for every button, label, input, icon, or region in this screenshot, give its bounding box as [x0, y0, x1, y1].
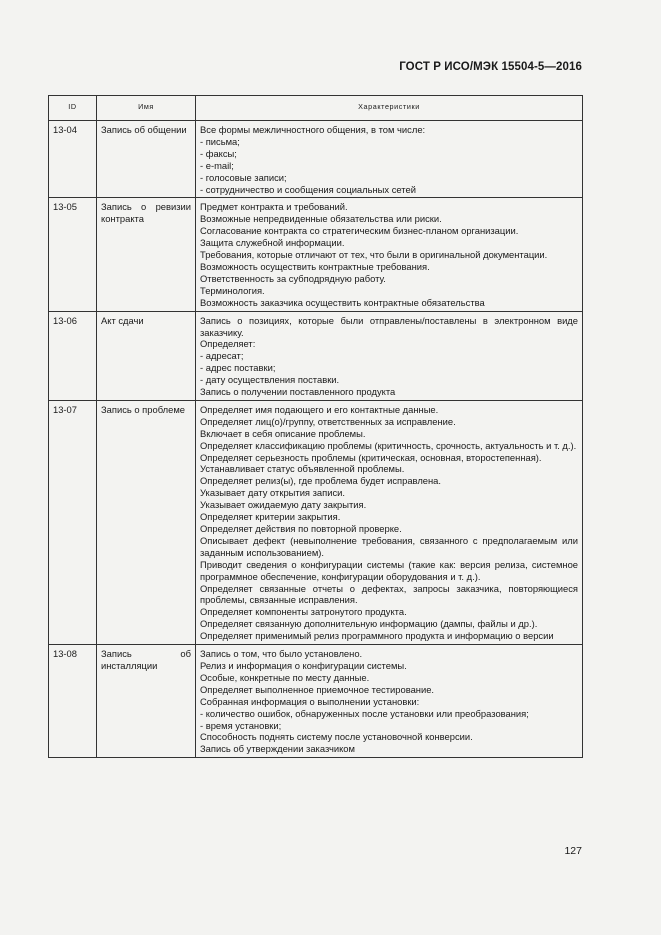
row-id: 13-05 — [49, 198, 97, 311]
description-line: - e-mail; — [200, 159, 234, 171]
description-line: Устанавливает статус объявленной проблемы. — [200, 463, 405, 475]
description-line: Возможность заказчика осуществить контрактные обязательства — [200, 296, 485, 308]
description-line: Особые, конкретные по месту данные. — [200, 671, 370, 683]
description-line: Ответственность за субподрядную работу. — [200, 272, 386, 284]
description-line: Определяет классификацию проблемы (критичность, срочность, актуальность и т. д.). — [200, 439, 577, 451]
row-id: 13-04 — [49, 121, 97, 198]
description-line: - факсы; — [200, 147, 237, 159]
description-line: Согласование контракта со стратегическим бизнес-планом организации. — [200, 225, 519, 237]
description-line: Определяет действия по повторной проверке. — [200, 523, 402, 534]
description-line: Определяет критерии закрытия. — [200, 511, 341, 523]
description-line: Определяет компоненты затронутого продукта. — [200, 606, 407, 618]
description-line: - голосовые записи; — [200, 171, 287, 183]
table-row — [49, 198, 583, 311]
description-line: Определяет связанную дополнительную информацию (дампы, файлы и др.). — [200, 618, 538, 630]
table-row — [49, 121, 583, 198]
description-line: Релиз и информация о конфигурации системы. — [200, 659, 407, 671]
description-line: Предмет контракта и требований. — [200, 201, 348, 213]
row-name: Запись об инсталляции — [97, 645, 196, 758]
description-line: Собранная информация о выполнении установки: — [200, 695, 420, 707]
description-line: - адрес поставки; — [200, 362, 276, 374]
row-id: 13-07 — [49, 400, 97, 644]
description-line: Указывает ожидаемую дату закрытия. — [200, 499, 367, 511]
row-description — [196, 400, 583, 644]
description-line: Возможные непредвиденные обязательства или риски. — [200, 213, 442, 225]
description-line: Включает в себя описание проблемы. — [200, 427, 366, 439]
row-id: 13-08 — [49, 645, 97, 758]
description-line: - дату осуществления поставки. — [200, 374, 340, 386]
document-header: ГОСТ Р ИСО/МЭК 15504-5—2016 — [399, 61, 582, 73]
description-line: Защита служебной информации. — [200, 237, 345, 249]
header-description: Характеристики — [196, 96, 583, 121]
description-line: Способность поднять систему после установочной конверсии. — [200, 731, 473, 743]
page-number: 127 — [564, 845, 582, 857]
description-line: Возможность осуществить контрактные требования. — [200, 260, 430, 272]
description-line: - количество ошибок, обнаруженных после установки или преобразования; — [200, 707, 529, 719]
row-name: Акт сдачи — [97, 311, 196, 400]
description-line: Приводит сведения о конфигурации системы (такие как: версия релиза, системное программное обеспечение, конфигурации оборудования и т. д.). — [200, 558, 578, 582]
description-line: Определяет применимый релиз программного продукта и информацию о версии — [200, 630, 554, 642]
description-line: Определяет лиц(о)/группу, ответственных за исправление. — [200, 415, 456, 427]
description-line: Описывает дефект (невыполнение требования, связанного с предполагаемым или заданным использованием). — [200, 534, 578, 558]
description-line: Запись о получении поставленного продукта — [200, 386, 396, 398]
description-line: Терминология. — [200, 284, 265, 296]
description-line: Определяет релиз(ы), где проблема будет исправлена. — [200, 475, 441, 487]
characteristics-table — [48, 95, 583, 758]
description-line: Запись о том, что было установлено. — [200, 648, 363, 660]
description-line: Запись о позициях, которые были отправлены/поставлены в электронном виде заказчику. — [200, 314, 578, 338]
description-line: - адресат; — [200, 350, 244, 362]
row-description — [196, 121, 583, 198]
row-name: Запись о проблеме — [97, 400, 196, 644]
description-line: - сотрудничество и сообщения социальных сетей — [200, 183, 416, 195]
row-description — [196, 198, 583, 311]
description-line: Определяет связанные отчеты о дефектах, запросы заказчика, повторяющиеся проблемы, связанные исправления. — [200, 582, 578, 606]
row-description — [196, 311, 583, 400]
description-line: Определяет имя подающего и его контактные данные. — [200, 403, 439, 415]
row-description — [196, 645, 583, 758]
description-line: Определяет серьезность проблемы (критическая, основная, второстепенная). — [200, 451, 542, 463]
description-line: Все формы межличностного общения, в том числе: — [200, 124, 426, 135]
table-row — [49, 645, 583, 758]
table-header-row — [49, 96, 583, 121]
table-row — [49, 311, 583, 400]
description-line: Определяет: — [200, 338, 256, 350]
table-row — [49, 400, 583, 644]
row-name: Запись об общении — [97, 121, 196, 198]
description-line: Определяет выполненное приемочное тестирование. — [200, 683, 435, 695]
description-line: Запись об утверждении заказчиком — [200, 743, 355, 755]
row-id: 13-06 — [49, 311, 97, 400]
header-id: ID — [49, 96, 97, 121]
description-line: Требования, которые отличают от тех, что были в оригинальной документации. — [200, 249, 548, 261]
description-line: Указывает дату открытия записи. — [200, 487, 345, 499]
description-line: - время установки; — [200, 719, 282, 731]
row-name: Запись о ревизии контракта — [97, 198, 196, 311]
description-line: - письма; — [200, 135, 240, 147]
header-name: Имя — [97, 96, 196, 121]
